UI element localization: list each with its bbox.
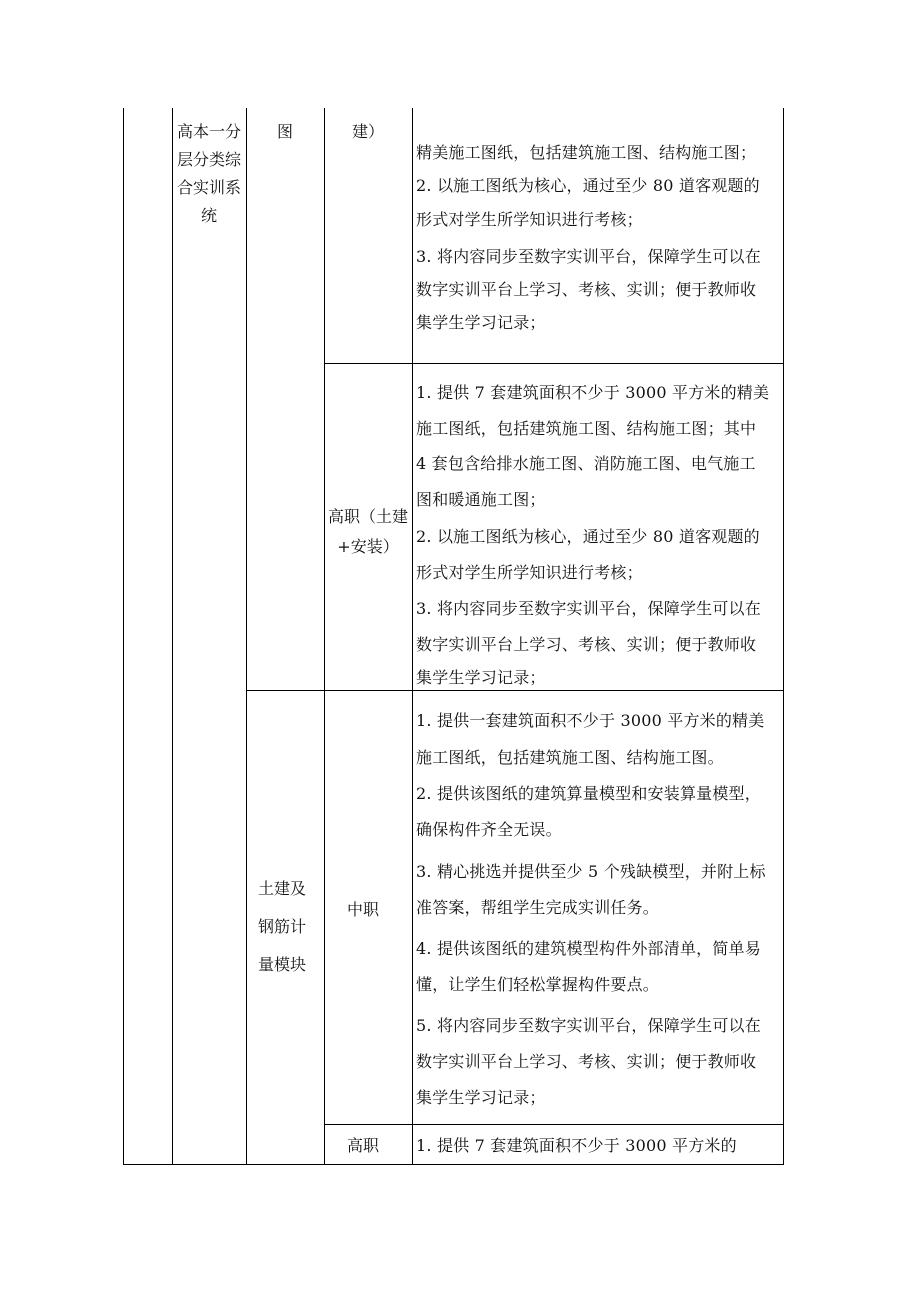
level-line: 高职 (346, 1136, 379, 1155)
content-line: 集学生学习记录； (416, 313, 546, 332)
content-line: 3. 精心挑选并提供至少 5 个残缺模型，并附上标 (416, 862, 766, 881)
content-line: 施工图纸，包括建筑施工图、结构施工图；其中 (416, 419, 757, 438)
content-line: 1. 提供 7 套建筑面积不少于 3000 平方米的精美 (416, 383, 770, 402)
content-line: 3. 将内容同步至数字实训平台，保障学生可以在 (416, 599, 761, 618)
content-line: 5. 将内容同步至数字实训平台，保障学生可以在 (416, 1016, 761, 1035)
content-line: 1. 提供 7 套建筑面积不少于 3000 平方米的 (416, 1136, 737, 1155)
grid-line-col3 (324, 108, 325, 1165)
content-cell-4 (416, 1132, 737, 1159)
module-name-line: 土建及 (257, 879, 306, 898)
module-name-line: 量模块 (257, 955, 306, 974)
content-line: 2. 以施工图纸为核心，通过至少 80 道客观题的 (416, 176, 760, 195)
module-name-line: 图 (276, 122, 293, 141)
content-line: 懂，让学生们轻松掌握构件要点。 (416, 975, 660, 994)
content-line: 准答案，帮组学生完成实训任务。 (416, 898, 660, 917)
content-line: 2. 以施工图纸为核心，通过至少 80 道客观题的 (416, 527, 760, 546)
level-line: 建） (351, 122, 384, 141)
system-name-line: 高本一分 (176, 122, 241, 141)
content-line: 集学生学习记录； (416, 1088, 546, 1107)
content-line: 形式对学生所学知识进行考核； (416, 563, 643, 582)
level-cell-3 (324, 896, 402, 923)
content-line: 施工图纸，包括建筑施工图、结构施工图。 (416, 748, 724, 767)
module-cell-top (246, 118, 324, 145)
content-line: 1. 提供一套建筑面积不少于 3000 平方米的精美 (416, 711, 765, 730)
system-name-cell (172, 118, 246, 230)
grid-line-right (783, 108, 784, 1165)
content-line: 3. 将内容同步至数字实训平台，保障学生可以在 (416, 247, 761, 266)
level-cell-4 (324, 1132, 402, 1159)
grid-line-col2 (246, 108, 247, 1165)
grid-line-left (123, 108, 124, 1165)
content-line: 4 套包含给排水施工图、消防施工图、电气施工 (416, 454, 756, 473)
grid-line-table-bottom (123, 1164, 784, 1165)
system-name-line: 合实训系 (176, 178, 241, 197)
module-cell-civil (246, 870, 318, 984)
content-line: 形式对学生所学知识进行考核； (416, 210, 643, 229)
content-line: 数字实训平台上学习、考核、实训；便于教师收 (416, 280, 757, 299)
grid-line-col1 (172, 108, 173, 1165)
level-line: 高职（土建 (327, 507, 408, 526)
content-line: 确保构件齐全无误。 (416, 820, 562, 839)
level-cell-2 (324, 502, 412, 562)
content-line: 4. 提供该图纸的建筑模型构件外部清单，简单易 (416, 939, 761, 958)
system-name-line: 统 (200, 206, 217, 225)
level-line: +安装） (337, 537, 399, 556)
content-line: 数字实训平台上学习、考核、实训；便于教师收 (416, 1052, 757, 1071)
content-line: 2. 提供该图纸的建筑算量模型和安装算量模型， (416, 784, 761, 803)
content-line: 集学生学习记录； (416, 668, 546, 687)
content-line: 图和暖通施工图； (416, 490, 546, 509)
grid-line-row3-bottom (324, 1124, 784, 1125)
content-cell-2 (416, 375, 769, 693)
level-cell-1 (324, 118, 412, 145)
content-cell-1 (416, 138, 761, 338)
module-name-line: 钢筋计 (257, 917, 306, 936)
level-line: 中职 (346, 900, 379, 919)
grid-line-row1-bottom (324, 363, 784, 364)
content-cell-3 (416, 703, 766, 1116)
system-name-line: 层分类综 (176, 150, 241, 169)
content-line: 数字实训平台上学习、考核、实训；便于教师收 (416, 635, 757, 654)
grid-line-col4 (412, 108, 413, 1165)
content-line: 精美施工图纸，包括建筑施工图、结构施工图； (416, 143, 757, 162)
